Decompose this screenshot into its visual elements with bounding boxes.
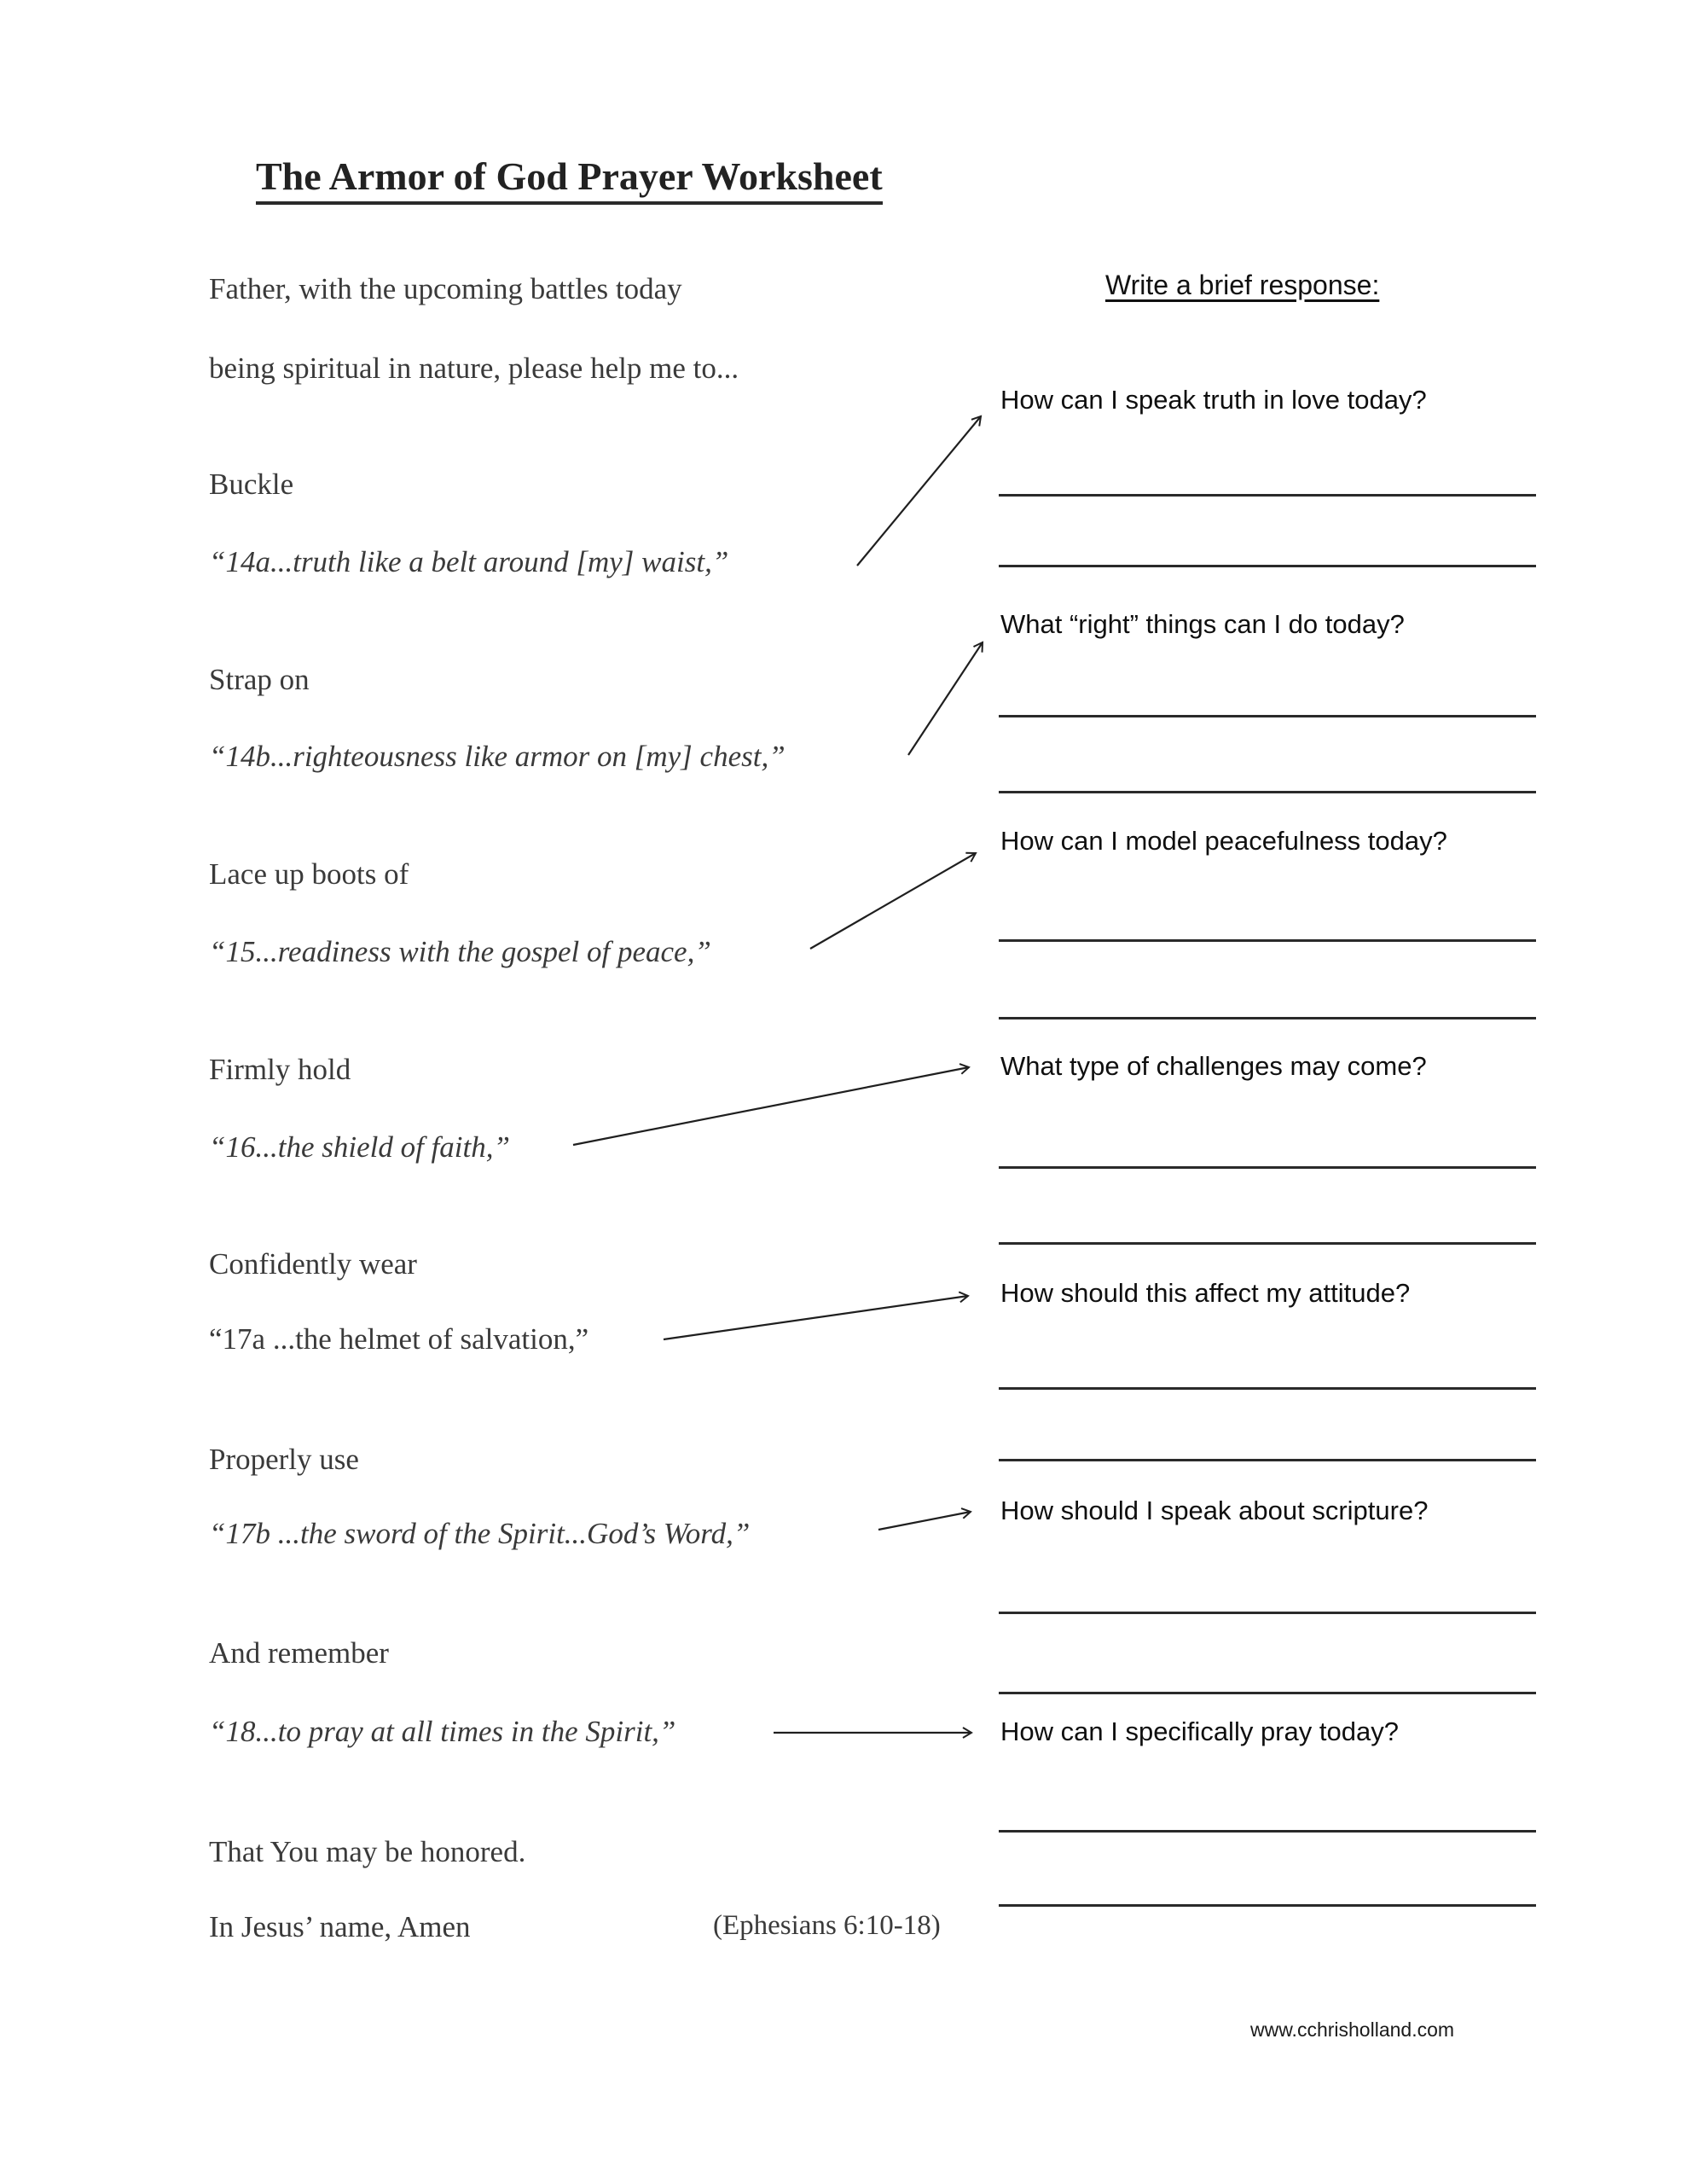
response-line-3a[interactable]	[999, 939, 1536, 942]
response-header: Write a brief response:	[1105, 270, 1380, 300]
armor-action-lace-up: Lace up boots of	[209, 857, 409, 891]
question-pray-today: How can I specifically pray today?	[1000, 1716, 1399, 1746]
question-right-things: What “right” things can I do today?	[1000, 609, 1405, 639]
intro-line-2: being spiritual in nature, please help me to...	[209, 351, 739, 385]
arrow-to-question-4	[573, 1067, 969, 1145]
arrow-to-question-3	[810, 853, 976, 949]
armor-quote-14a: “14a...truth like a belt around [my] waist,”	[209, 545, 729, 578]
question-speak-truth: How can I speak truth in love today?	[1000, 385, 1427, 415]
response-line-4a[interactable]	[999, 1166, 1536, 1169]
question-attitude: How should this affect my attitude?	[1000, 1278, 1411, 1308]
armor-quote-14b: “14b...righteousness like armor on [my] chest,”	[209, 740, 786, 773]
armor-quote-16: “16...the shield of faith,”	[209, 1130, 510, 1164]
armor-quote-17a: “17a ...the helmet of salvation,”	[209, 1322, 589, 1356]
arrow-to-question-2	[908, 642, 983, 755]
armor-action-and-remember: And remember	[209, 1636, 389, 1670]
closing-line-2: In Jesus’ name, Amen	[209, 1910, 471, 1943]
response-line-1b[interactable]	[999, 565, 1536, 567]
response-line-3b[interactable]	[999, 1017, 1536, 1019]
arrow-to-question-1	[857, 416, 981, 566]
arrow-to-question-6	[878, 1512, 971, 1530]
response-line-6a[interactable]	[999, 1612, 1536, 1614]
worksheet-title: The Armor of God Prayer Worksheet	[256, 154, 883, 205]
response-line-6b[interactable]	[999, 1692, 1536, 1694]
armor-quote-18: “18...to pray at all times in the Spirit,”	[209, 1715, 676, 1748]
closing-line-1: That You may be honored.	[209, 1835, 526, 1868]
armor-action-buckle: Buckle	[209, 468, 294, 501]
response-line-5a[interactable]	[999, 1387, 1536, 1390]
footer-url: www.cchrisholland.com	[1250, 2018, 1455, 2041]
armor-quote-15: “15...readiness with the gospel of peace,”	[209, 935, 711, 968]
intro-line-1: Father, with the upcoming battles today	[209, 272, 682, 305]
question-model-peacefulness: How can I model peacefulness today?	[1000, 826, 1447, 856]
response-line-1a[interactable]	[999, 494, 1536, 497]
response-line-7a[interactable]	[999, 1830, 1536, 1833]
question-scripture: How should I speak about scripture?	[1000, 1496, 1429, 1525]
armor-action-confidently-wear: Confidently wear	[209, 1247, 417, 1281]
response-line-4b[interactable]	[999, 1242, 1536, 1245]
arrow-to-question-5	[664, 1296, 968, 1339]
question-challenges: What type of challenges may come?	[1000, 1051, 1427, 1081]
response-line-2b[interactable]	[999, 791, 1536, 793]
armor-action-strap-on: Strap on	[209, 663, 310, 696]
response-line-5b[interactable]	[999, 1459, 1536, 1461]
response-line-7b[interactable]	[999, 1904, 1536, 1907]
scripture-reference: (Ephesians 6:10-18)	[713, 1910, 941, 1941]
armor-action-properly-use: Properly use	[209, 1443, 359, 1476]
response-line-2a[interactable]	[999, 715, 1536, 717]
armor-quote-17b: “17b ...the sword of the Spirit...God’s Word,”	[209, 1517, 751, 1550]
armor-action-firmly-hold: Firmly hold	[209, 1053, 351, 1086]
